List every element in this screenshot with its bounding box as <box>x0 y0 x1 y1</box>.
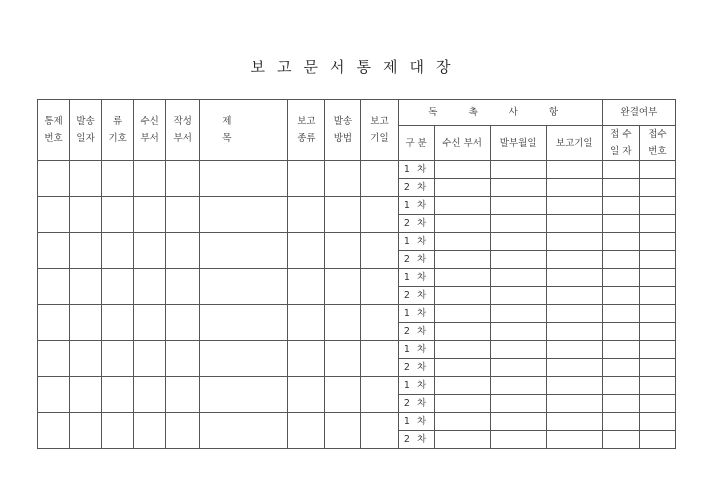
table-cell[interactable] <box>361 233 398 269</box>
table-cell[interactable] <box>546 341 602 359</box>
division-cell: 2 차 <box>398 395 434 413</box>
table-cell[interactable] <box>70 305 102 341</box>
table-row <box>38 341 676 359</box>
header-reminder: 독 촉 사 항 <box>398 100 602 126</box>
table-cell[interactable] <box>200 377 288 413</box>
division-cell: 1 차 <box>398 377 434 395</box>
table-cell[interactable] <box>134 161 166 197</box>
table-cell[interactable] <box>166 341 200 377</box>
table-cell[interactable] <box>602 431 639 449</box>
table-cell[interactable] <box>361 341 398 377</box>
table-cell[interactable] <box>166 377 200 413</box>
table-row <box>38 233 676 251</box>
header-send-method: 발송 방법 <box>325 100 361 161</box>
table-cell[interactable] <box>288 305 325 341</box>
table-cell[interactable] <box>546 161 602 179</box>
table-cell[interactable] <box>490 359 546 377</box>
table-cell[interactable] <box>134 377 166 413</box>
header-subject: 제 목 <box>200 100 288 161</box>
table-cell[interactable] <box>546 197 602 215</box>
table-cell[interactable] <box>490 377 546 395</box>
table-cell[interactable] <box>38 161 70 197</box>
table-cell[interactable] <box>288 197 325 233</box>
table-cell[interactable] <box>546 215 602 233</box>
table-cell[interactable] <box>639 215 675 233</box>
table-cell[interactable] <box>602 323 639 341</box>
table-cell[interactable] <box>361 161 398 197</box>
table-cell[interactable] <box>70 413 102 449</box>
table-cell[interactable] <box>639 233 675 251</box>
division-cell: 1 차 <box>398 161 434 179</box>
table-cell[interactable] <box>70 269 102 305</box>
table-cell[interactable] <box>639 359 675 377</box>
table-cell[interactable] <box>288 269 325 305</box>
table-cell[interactable] <box>639 197 675 215</box>
table-cell[interactable] <box>639 179 675 197</box>
table-cell[interactable] <box>490 323 546 341</box>
division-cell: 2 차 <box>398 323 434 341</box>
header-recv-date: 접 수 일 자 <box>602 126 639 161</box>
table-cell[interactable] <box>490 413 546 431</box>
table-cell[interactable] <box>602 197 639 215</box>
table-cell[interactable] <box>490 179 546 197</box>
table-cell[interactable] <box>102 233 134 269</box>
table-cell[interactable] <box>134 305 166 341</box>
table-cell[interactable] <box>546 305 602 323</box>
table-cell[interactable] <box>490 161 546 179</box>
table-cell[interactable] <box>546 323 602 341</box>
table-cell[interactable] <box>200 233 288 269</box>
table-cell[interactable] <box>200 341 288 377</box>
header-reminder-recv-dept: 수신 부서 <box>434 126 490 161</box>
table-cell[interactable] <box>434 377 490 395</box>
table-cell[interactable] <box>639 161 675 179</box>
table-cell[interactable] <box>546 179 602 197</box>
table-cell[interactable] <box>200 305 288 341</box>
header-division: 구 분 <box>398 126 434 161</box>
table-cell[interactable] <box>434 251 490 269</box>
table-cell[interactable] <box>70 197 102 233</box>
table-cell[interactable] <box>434 269 490 287</box>
header-reminder-send-date: 발부월일 <box>490 126 546 161</box>
table-cell[interactable] <box>70 161 102 197</box>
table-cell[interactable] <box>639 395 675 413</box>
header-category: 류 기호 <box>102 100 134 161</box>
division-cell: 2 차 <box>398 179 434 197</box>
table-cell[interactable] <box>602 395 639 413</box>
table-cell[interactable] <box>639 377 675 395</box>
table-cell[interactable] <box>361 377 398 413</box>
table-cell[interactable] <box>288 233 325 269</box>
table-cell[interactable] <box>166 413 200 449</box>
table-cell[interactable] <box>490 431 546 449</box>
table-cell[interactable] <box>166 233 200 269</box>
table-cell[interactable] <box>602 233 639 251</box>
table-cell[interactable] <box>325 233 361 269</box>
table-cell[interactable] <box>38 377 70 413</box>
table-cell[interactable] <box>325 161 361 197</box>
table-cell[interactable] <box>602 413 639 431</box>
table-cell[interactable] <box>434 179 490 197</box>
table-cell[interactable] <box>288 341 325 377</box>
table-cell[interactable] <box>490 215 546 233</box>
table-cell[interactable] <box>602 287 639 305</box>
table-cell[interactable] <box>102 197 134 233</box>
table-cell[interactable] <box>546 233 602 251</box>
table-row <box>38 377 676 395</box>
table-cell[interactable] <box>546 413 602 431</box>
division-cell: 1 차 <box>398 413 434 431</box>
table-cell[interactable] <box>38 233 70 269</box>
header-recv-dept: 수신 부서 <box>134 100 166 161</box>
header-control-no: 통제 번호 <box>38 100 70 161</box>
table-cell[interactable] <box>434 431 490 449</box>
table-cell[interactable] <box>102 161 134 197</box>
table-cell[interactable] <box>490 395 546 413</box>
header-report-deadline: 보고 기일 <box>361 100 398 161</box>
table-cell[interactable] <box>602 377 639 395</box>
table-cell[interactable] <box>434 215 490 233</box>
table-cell[interactable] <box>602 305 639 323</box>
table-cell[interactable] <box>434 233 490 251</box>
table-cell[interactable] <box>546 377 602 395</box>
table-cell[interactable] <box>434 413 490 431</box>
table-cell[interactable] <box>200 161 288 197</box>
table-row <box>38 269 676 287</box>
table-cell[interactable] <box>200 197 288 233</box>
control-ledger-table <box>37 99 676 449</box>
table-cell[interactable] <box>434 359 490 377</box>
division-cell: 2 차 <box>398 287 434 305</box>
division-cell: 1 차 <box>398 233 434 251</box>
table-cell[interactable] <box>490 269 546 287</box>
header-recv-no: 접수 번호 <box>639 126 675 161</box>
table-cell[interactable] <box>134 341 166 377</box>
division-cell: 2 차 <box>398 431 434 449</box>
table-cell[interactable] <box>166 197 200 233</box>
table-cell[interactable] <box>325 197 361 233</box>
table-cell[interactable] <box>166 161 200 197</box>
table-cell[interactable] <box>134 197 166 233</box>
table-cell[interactable] <box>434 287 490 305</box>
table-cell[interactable] <box>602 161 639 179</box>
table-cell[interactable] <box>602 341 639 359</box>
table-cell[interactable] <box>546 395 602 413</box>
table-cell[interactable] <box>166 305 200 341</box>
table-cell[interactable] <box>361 413 398 449</box>
table-cell[interactable] <box>602 359 639 377</box>
table-cell[interactable] <box>102 269 134 305</box>
table-cell[interactable] <box>490 287 546 305</box>
table-cell[interactable] <box>602 179 639 197</box>
table-cell[interactable] <box>134 413 166 449</box>
table-cell[interactable] <box>639 269 675 287</box>
division-cell: 1 차 <box>398 341 434 359</box>
table-cell[interactable] <box>325 377 361 413</box>
table-cell[interactable] <box>602 269 639 287</box>
table-cell[interactable] <box>639 431 675 449</box>
table-cell[interactable] <box>361 269 398 305</box>
table-cell[interactable] <box>325 341 361 377</box>
table-cell[interactable] <box>38 197 70 233</box>
table-cell[interactable] <box>546 251 602 269</box>
table-cell[interactable] <box>70 341 102 377</box>
table-cell[interactable] <box>639 251 675 269</box>
header-completion: 완결여부 <box>602 100 675 126</box>
table-cell[interactable] <box>134 233 166 269</box>
table-cell[interactable] <box>639 413 675 431</box>
table-cell[interactable] <box>434 323 490 341</box>
header-row-1 <box>38 100 676 126</box>
division-cell: 1 차 <box>398 197 434 215</box>
table-cell[interactable] <box>166 269 200 305</box>
header-send-date: 발송 일자 <box>70 100 102 161</box>
table-cell[interactable] <box>546 287 602 305</box>
table-cell[interactable] <box>325 269 361 305</box>
table-cell[interactable] <box>434 395 490 413</box>
table-cell[interactable] <box>200 413 288 449</box>
table-cell[interactable] <box>38 413 70 449</box>
table-cell[interactable] <box>602 215 639 233</box>
table-cell[interactable] <box>288 161 325 197</box>
table-cell[interactable] <box>490 341 546 359</box>
header-reminder-deadline: 보고기일 <box>546 126 602 161</box>
table-cell[interactable] <box>38 269 70 305</box>
table-cell[interactable] <box>490 305 546 323</box>
table-cell[interactable] <box>434 305 490 323</box>
header-report-type: 보고 종류 <box>288 100 325 161</box>
table-cell[interactable] <box>325 413 361 449</box>
division-cell: 2 차 <box>398 251 434 269</box>
table-cell[interactable] <box>639 341 675 359</box>
document-title: 보고문서통제대장 <box>250 58 463 76</box>
table-cell[interactable] <box>134 269 166 305</box>
table-cell[interactable] <box>288 377 325 413</box>
table-cell[interactable] <box>38 341 70 377</box>
table-cell[interactable] <box>102 341 134 377</box>
table-row <box>38 305 676 323</box>
table-row <box>38 161 676 179</box>
table-cell[interactable] <box>325 305 361 341</box>
table-cell[interactable] <box>490 233 546 251</box>
table-cell[interactable] <box>639 287 675 305</box>
header-author-dept: 작성 부서 <box>166 100 200 161</box>
table-cell[interactable] <box>546 431 602 449</box>
table-cell[interactable] <box>361 197 398 233</box>
division-cell: 1 차 <box>398 305 434 323</box>
table-cell[interactable] <box>434 197 490 215</box>
table-cell[interactable] <box>102 413 134 449</box>
division-cell: 1 차 <box>398 269 434 287</box>
table-cell[interactable] <box>602 251 639 269</box>
table-cell[interactable] <box>102 377 134 413</box>
table-cell[interactable] <box>38 305 70 341</box>
division-cell: 2 차 <box>398 359 434 377</box>
table-cell[interactable] <box>546 359 602 377</box>
table-cell[interactable] <box>200 269 288 305</box>
table-cell[interactable] <box>546 269 602 287</box>
table-cell[interactable] <box>434 341 490 359</box>
table-cell[interactable] <box>639 305 675 323</box>
table-cell[interactable] <box>490 197 546 215</box>
table-cell[interactable] <box>361 305 398 341</box>
division-cell: 2 차 <box>398 215 434 233</box>
table-cell[interactable] <box>288 413 325 449</box>
table-cell[interactable] <box>102 305 134 341</box>
table-row <box>38 197 676 215</box>
table-cell[interactable] <box>70 233 102 269</box>
table-cell[interactable] <box>490 251 546 269</box>
table-row <box>38 413 676 431</box>
table-cell[interactable] <box>639 323 675 341</box>
table-cell[interactable] <box>70 377 102 413</box>
table-cell[interactable] <box>434 161 490 179</box>
